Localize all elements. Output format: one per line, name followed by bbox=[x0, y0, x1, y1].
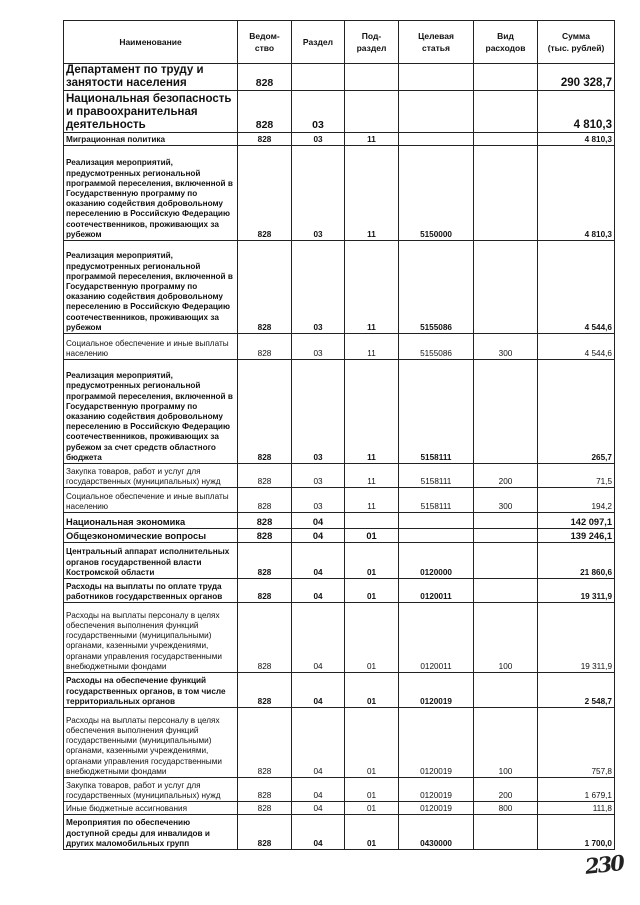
header-section: Раздел bbox=[292, 21, 345, 64]
row-kind bbox=[474, 673, 538, 708]
row-section: 03 bbox=[292, 334, 345, 360]
row-kind bbox=[474, 91, 538, 133]
header-name: Наименование bbox=[64, 21, 238, 64]
row-subsection: 11 bbox=[345, 133, 399, 146]
row-name: Иные бюджетные ассигнования bbox=[64, 802, 238, 815]
row-section: 03 bbox=[292, 146, 345, 241]
row-subsection: 11 bbox=[345, 360, 399, 464]
row-dept: 828 bbox=[238, 543, 292, 579]
row-target: 5158111 bbox=[399, 360, 474, 464]
row-kind: 800 bbox=[474, 802, 538, 815]
row-kind: 100 bbox=[474, 708, 538, 778]
row-dept: 828 bbox=[238, 708, 292, 778]
row-dept: 828 bbox=[238, 778, 292, 802]
row-dept: 828 bbox=[238, 673, 292, 708]
row-dept: 828 bbox=[238, 91, 292, 133]
row-name: Закупка товаров, работ и услуг для государственных (муниципальных) нужд bbox=[64, 778, 238, 802]
row-sum: 265,7 bbox=[538, 360, 615, 464]
table-header-row bbox=[64, 21, 615, 64]
table-row bbox=[64, 708, 615, 778]
header-sum: Сумма (тыс. рублей) bbox=[538, 21, 615, 64]
row-target: 0120019 bbox=[399, 708, 474, 778]
row-section: 04 bbox=[292, 513, 345, 529]
row-target: 5155086 bbox=[399, 241, 474, 334]
row-kind bbox=[474, 513, 538, 529]
row-dept: 828 bbox=[238, 815, 292, 850]
table-row bbox=[64, 815, 615, 850]
row-target: 5150000 bbox=[399, 146, 474, 241]
row-name: Центральный аппарат исполнительных органов государственной власти Костромской области bbox=[64, 543, 238, 579]
table-row bbox=[64, 334, 615, 360]
row-dept: 828 bbox=[238, 579, 292, 603]
header-target: Целевая статья bbox=[399, 21, 474, 64]
table-row bbox=[64, 241, 615, 334]
row-dept: 828 bbox=[238, 241, 292, 334]
row-section: 04 bbox=[292, 708, 345, 778]
row-subsection: 01 bbox=[345, 708, 399, 778]
row-dept: 828 bbox=[238, 488, 292, 513]
row-name: Национальная экономика bbox=[64, 513, 238, 529]
row-target: 0120011 bbox=[399, 603, 474, 673]
row-name: Реализация мероприятий, предусмотренных региональной программой переселения, включенной в Государственную программу по оказанию содействия добровольному переселению в Российскую Федерацию соотечественников, проживающих за рубежом bbox=[64, 241, 238, 334]
row-sum: 757,8 bbox=[538, 708, 615, 778]
header-kind: Вид расходов bbox=[474, 21, 538, 64]
row-target: 0120019 bbox=[399, 802, 474, 815]
table-row bbox=[64, 603, 615, 673]
row-name: Департамент по труду и занятости населения bbox=[64, 64, 238, 91]
row-target: 0120019 bbox=[399, 673, 474, 708]
table-row bbox=[64, 802, 615, 815]
table-row bbox=[64, 513, 615, 529]
row-kind bbox=[474, 241, 538, 334]
row-sum: 194,2 bbox=[538, 488, 615, 513]
row-dept: 828 bbox=[238, 529, 292, 543]
table-row bbox=[64, 91, 615, 133]
row-target bbox=[399, 513, 474, 529]
row-subsection: 01 bbox=[345, 802, 399, 815]
row-section: 04 bbox=[292, 802, 345, 815]
table-row bbox=[64, 64, 615, 91]
row-section bbox=[292, 64, 345, 91]
row-kind bbox=[474, 146, 538, 241]
row-kind: 100 bbox=[474, 603, 538, 673]
row-name: Социальное обеспечение и иные выплаты населению bbox=[64, 488, 238, 513]
row-section: 04 bbox=[292, 579, 345, 603]
row-kind bbox=[474, 815, 538, 850]
row-sum: 1 679,1 bbox=[538, 778, 615, 802]
page-number: 230 bbox=[583, 850, 625, 879]
row-subsection: 01 bbox=[345, 673, 399, 708]
row-kind bbox=[474, 529, 538, 543]
row-target: 0430000 bbox=[399, 815, 474, 850]
row-section: 03 bbox=[292, 464, 345, 488]
row-name: Мероприятия по обеспечению доступной среды для инвалидов и других маломобильных групп bbox=[64, 815, 238, 850]
row-subsection bbox=[345, 64, 399, 91]
row-section: 04 bbox=[292, 603, 345, 673]
row-sum: 4 544,6 bbox=[538, 334, 615, 360]
table-row bbox=[64, 464, 615, 488]
row-subsection: 11 bbox=[345, 488, 399, 513]
row-dept: 828 bbox=[238, 802, 292, 815]
row-target: 0120000 bbox=[399, 543, 474, 579]
row-subsection: 01 bbox=[345, 778, 399, 802]
row-name: Расходы на выплаты персоналу в целях обеспечения выполнения функций государственными (муниципальными) органами, казенными учреждениями, органами управления государственными внебюджетными фондами bbox=[64, 603, 238, 673]
table-row bbox=[64, 529, 615, 543]
row-kind: 200 bbox=[474, 778, 538, 802]
row-target bbox=[399, 91, 474, 133]
row-subsection: 11 bbox=[345, 241, 399, 334]
row-subsection: 01 bbox=[345, 529, 399, 543]
row-section: 04 bbox=[292, 529, 345, 543]
row-name: Закупка товаров, работ и услуг для государственных (муниципальных) нужд bbox=[64, 464, 238, 488]
table-row bbox=[64, 146, 615, 241]
row-dept: 828 bbox=[238, 133, 292, 146]
row-target: 0120011 bbox=[399, 579, 474, 603]
header-subsection: Под- раздел bbox=[345, 21, 399, 64]
row-sum: 4 810,3 bbox=[538, 91, 615, 133]
row-target: 5158111 bbox=[399, 464, 474, 488]
row-target: 0120019 bbox=[399, 778, 474, 802]
row-kind: 300 bbox=[474, 334, 538, 360]
table-row bbox=[64, 133, 615, 146]
row-section: 04 bbox=[292, 543, 345, 579]
row-section: 04 bbox=[292, 778, 345, 802]
row-sum: 4 810,3 bbox=[538, 146, 615, 241]
row-subsection bbox=[345, 91, 399, 133]
row-name: Социальное обеспечение и иные выплаты населению bbox=[64, 334, 238, 360]
row-kind bbox=[474, 360, 538, 464]
row-subsection: 11 bbox=[345, 334, 399, 360]
row-name: Общеэкономические вопросы bbox=[64, 529, 238, 543]
row-dept: 828 bbox=[238, 513, 292, 529]
row-name: Миграционная политика bbox=[64, 133, 238, 146]
row-dept: 828 bbox=[238, 146, 292, 241]
row-dept: 828 bbox=[238, 334, 292, 360]
row-subsection: 11 bbox=[345, 146, 399, 241]
row-kind bbox=[474, 543, 538, 579]
row-target: 5158111 bbox=[399, 488, 474, 513]
row-sum: 4 544,6 bbox=[538, 241, 615, 334]
row-target bbox=[399, 64, 474, 91]
row-section: 04 bbox=[292, 815, 345, 850]
row-section: 03 bbox=[292, 241, 345, 334]
row-sum: 19 311,9 bbox=[538, 603, 615, 673]
row-sum: 111,8 bbox=[538, 802, 615, 815]
row-sum: 2 548,7 bbox=[538, 673, 615, 708]
row-subsection: 01 bbox=[345, 579, 399, 603]
row-subsection: 01 bbox=[345, 815, 399, 850]
row-kind: 200 bbox=[474, 464, 538, 488]
row-subsection: 01 bbox=[345, 543, 399, 579]
row-dept: 828 bbox=[238, 603, 292, 673]
row-name: Расходы на выплаты по оплате труда работников государственных органов bbox=[64, 579, 238, 603]
row-target bbox=[399, 133, 474, 146]
row-dept: 828 bbox=[238, 360, 292, 464]
row-section: 04 bbox=[292, 673, 345, 708]
row-section: 03 bbox=[292, 488, 345, 513]
table-row bbox=[64, 579, 615, 603]
row-kind bbox=[474, 64, 538, 91]
row-name: Реализация мероприятий, предусмотренных региональной программой переселения, включенной в Государственную программу по оказанию содействия добровольному переселению в Российскую Федерацию соотечественников, проживающих за рубежом bbox=[64, 146, 238, 241]
row-target bbox=[399, 529, 474, 543]
row-name: Расходы на выплаты персоналу в целях обеспечения выполнения функций государственными (муниципальными) органами, казенными учреждениями, органами управления государственными внебюджетными фондами bbox=[64, 708, 238, 778]
row-sum: 4 810,3 bbox=[538, 133, 615, 146]
row-kind: 300 bbox=[474, 488, 538, 513]
table-row bbox=[64, 360, 615, 464]
table-row bbox=[64, 488, 615, 513]
row-kind bbox=[474, 133, 538, 146]
row-sum: 21 860,6 bbox=[538, 543, 615, 579]
row-sum: 290 328,7 bbox=[538, 64, 615, 91]
row-section: 03 bbox=[292, 360, 345, 464]
header-dept: Ведом- ство bbox=[238, 21, 292, 64]
row-dept: 828 bbox=[238, 464, 292, 488]
table-row bbox=[64, 778, 615, 802]
row-section: 03 bbox=[292, 133, 345, 146]
row-name: Национальная безопасность и правоохранительная деятельность bbox=[64, 91, 238, 133]
row-sum: 139 246,1 bbox=[538, 529, 615, 543]
row-target: 5155086 bbox=[399, 334, 474, 360]
row-subsection: 11 bbox=[345, 464, 399, 488]
row-dept: 828 bbox=[238, 64, 292, 91]
row-subsection bbox=[345, 513, 399, 529]
budget-table bbox=[63, 20, 615, 850]
row-sum: 1 700,0 bbox=[538, 815, 615, 850]
table-row bbox=[64, 673, 615, 708]
row-name: Расходы на обеспечение функций государственных органов, в том числе территориальных органов bbox=[64, 673, 238, 708]
row-subsection: 01 bbox=[345, 603, 399, 673]
row-sum: 19 311,9 bbox=[538, 579, 615, 603]
row-kind bbox=[474, 579, 538, 603]
table-row bbox=[64, 543, 615, 579]
row-section: 03 bbox=[292, 91, 345, 133]
row-sum: 71,5 bbox=[538, 464, 615, 488]
row-name: Реализация мероприятий, предусмотренных региональной программой переселения, включенной в Государственную программу по оказанию содействия добровольному переселению в Российскую Федерацию соотечественников, проживающих за рубежом за счет средств областного бюджета bbox=[64, 360, 238, 464]
row-sum: 142 097,1 bbox=[538, 513, 615, 529]
